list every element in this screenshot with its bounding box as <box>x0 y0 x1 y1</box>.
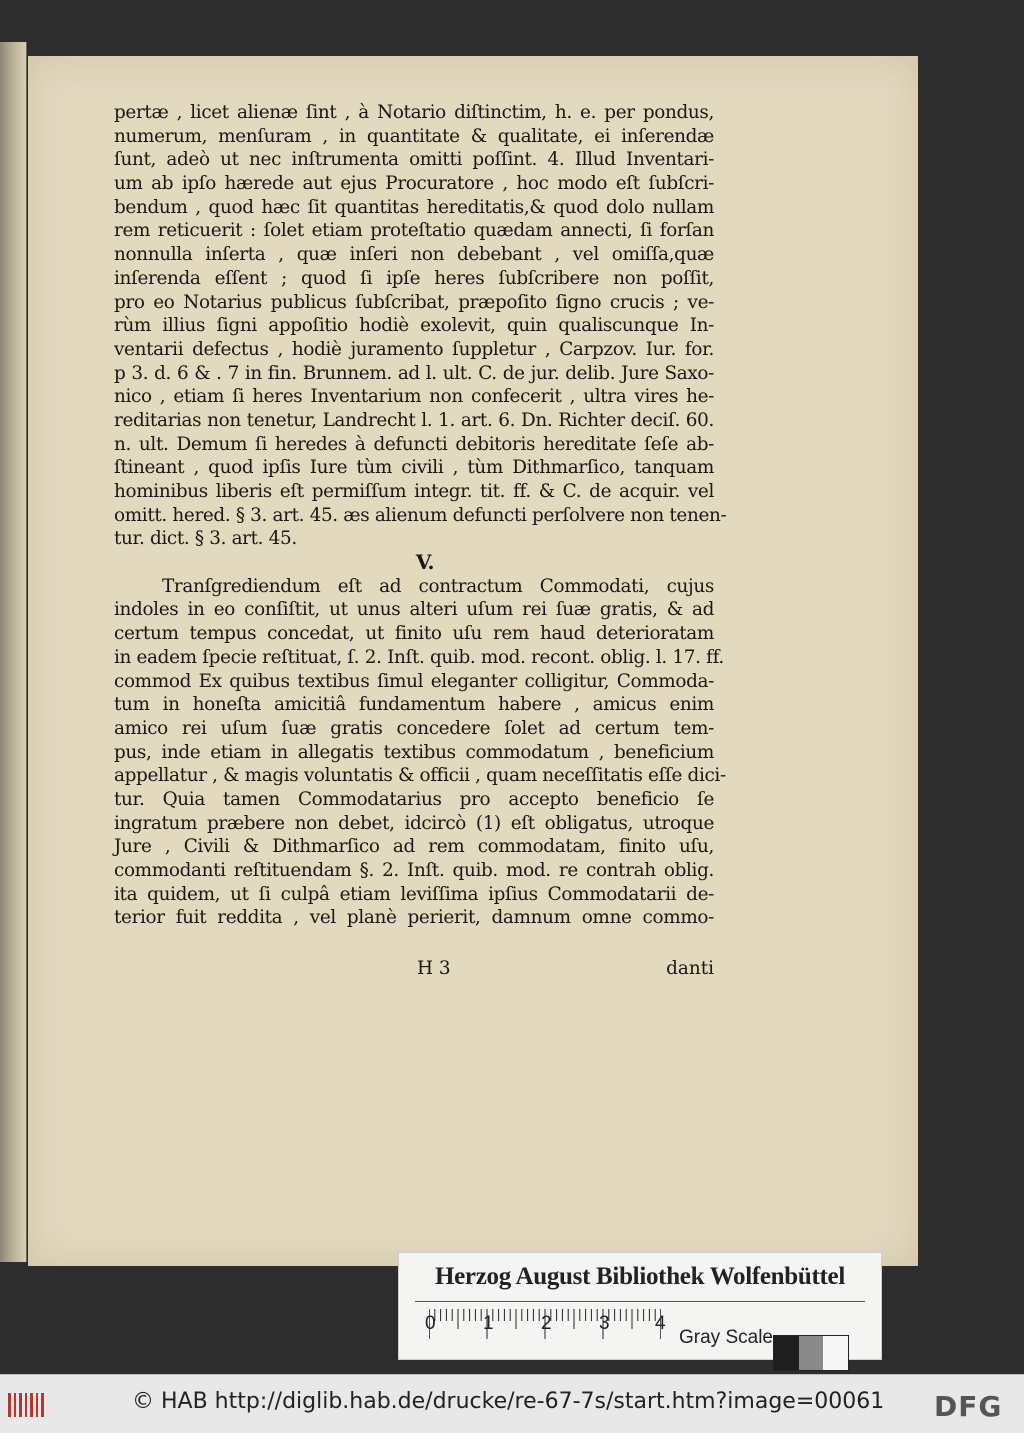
text-line: appellatur , & magis voluntatis & officii , quam neceſſitatis eſſe dici- <box>114 765 726 787</box>
text-line: omitt. hered. § 3. art. 45. æs alienum defuncti perſolvere non tenen- <box>114 504 727 526</box>
bottom-info-bar <box>0 1374 1024 1433</box>
text-line: in eadem ſpecie reſtituat, ſ. 2. Inſt. quib. mod. recont. oblig. l. 17. ff. <box>114 646 724 668</box>
text-line: n. ult. Demum ſi heredes à defuncti debitoris hereditate ſeſe ab- <box>114 433 714 455</box>
text-line: rem reticuerit : ſolet etiam proteſtatio quædam annecti, ſi forſan <box>114 220 714 242</box>
swatch-black <box>774 1336 799 1370</box>
text-line: commod Ex quibus textibus ſimul eleganter colligitur, Commoda- <box>114 670 714 692</box>
text-line: hominibus liberis eſt permiſſum integr. tit. ff. & C. de acquir. vel <box>114 481 714 502</box>
swatch-gray <box>799 1336 824 1370</box>
text-line: indoles in eo conſiſtit, ut unus alteri uſum rei ſuæ gratis, & ad <box>114 599 714 621</box>
text-line: pertæ , licet alienæ ſint , à Notario diſtinctim, h. e. per pondus, <box>114 102 714 123</box>
card-divider <box>415 1301 865 1302</box>
ruler-label-1: 1 <box>483 1313 494 1334</box>
text-line: commodanti reſtituendam §. 2. Inſt. quib. mod. re contrah oblig. <box>114 860 714 881</box>
ruler-label-2: 2 <box>541 1313 552 1334</box>
text-line: Tranſgrediendum eſt ad contractum Commodati, cujus <box>162 575 714 597</box>
text-line: terior fuit reddita , vel planè perierit, damnum omne commo- <box>114 907 714 929</box>
calibration-card <box>398 1252 882 1360</box>
text-line: ingratum præbere non debet, idcircò (1) eſt obligatus, utroque <box>114 812 714 834</box>
page-footer-line <box>114 958 714 982</box>
page-text <box>114 101 727 930</box>
copyright-link[interactable]: © HAB http://diglib.hab.de/drucke/re-67-7s/start.htm?image=00061 <box>132 1389 885 1414</box>
library-name: Herzog August Bibliothek Wolfenbüttel <box>434 1263 845 1290</box>
dfg-logo: DFG <box>934 1390 1003 1423</box>
text-line: tur. Quia tamen Commodatarius pro accepto beneficio ſe <box>114 788 714 810</box>
text-line: nico , etiam ſi heres Inventarium non confecerit , ultra vires he- <box>114 386 714 408</box>
text-line: rùm illius ſigni appoſitio hodiè exolevit, quin qualiscunque In- <box>114 315 714 337</box>
catchword: danti <box>666 958 714 979</box>
text-line: pus, inde etiam in allegatis textibus commodatum , beneficium <box>114 741 714 763</box>
grayscale-swatches <box>773 1335 849 1371</box>
text-line: certum tempus concedat, ut finito uſu rem haud deterioratam <box>114 623 714 645</box>
text-line: nonnulla inſerta , quæ inſeri non debebant , vel omiſſa,quæ <box>114 244 714 266</box>
ruler-label-3: 3 <box>599 1313 610 1334</box>
signature-mark: H 3 <box>417 958 451 979</box>
grayscale-label: Gray Scale <box>679 1327 773 1348</box>
text-line: ſtineant , quod ipſis Iure tùm civili , tùm Dithmarſico, tanquam <box>114 457 714 479</box>
text-line: inſerenda eſſent ; quod ſi ipſe heres ſubſcribere non poſſit, <box>114 267 714 289</box>
text-line: Jure , Civili & Dithmarſico ad rem commodatam, finito uſu, <box>114 836 714 858</box>
section-heading: V. <box>415 550 435 575</box>
text-line: pro eo Notarius publicus ſubſcribat, præpoſito ſigno crucis ; ve- <box>114 291 714 313</box>
text-line: reditarias non tenetur, Landrecht l. 1. art. 6. Dn. Richter deciſ. 60. <box>114 409 714 431</box>
previous-page-edge <box>0 42 27 1262</box>
text-line: tum in honeſta amicitiâ fundamentum habere , amicus enim <box>114 694 714 716</box>
text-line: numerum, menſuram , in quantitate & qualitate, ei inſerendæ <box>114 125 714 147</box>
text-line: um ab ipſo hærede aut ejus Procuratore , hoc modo eſt ſubſcri- <box>114 173 714 195</box>
text-line: ita quidem, ut ſi culpâ etiam leviſſima ipſius Commodatarii de- <box>114 883 714 905</box>
barcode-icon <box>8 1393 44 1417</box>
ruler-label-4: 4 <box>655 1313 666 1334</box>
text-line: ventarii defectus , hodiè juramento ſuppletur , Carpzov. Iur. for. <box>114 338 714 360</box>
text-line: amico rei uſum ſuæ gratis concedere ſolet ad certum tem- <box>114 717 714 739</box>
text-line: bendum , quod hæc ſit quantitas hereditatis,& quod dolo nullam <box>114 196 714 218</box>
text-line: p 3. d. 6 & . 7 in fin. Brunnem. ad l. ult. C. de jur. delib. Jure Saxo- <box>114 362 714 384</box>
swatch-white <box>823 1336 848 1370</box>
text-line: tur. dict. § 3. art. 45. <box>114 528 297 550</box>
text-line: ſunt, adeò ut nec inſtrumenta omitti poſſint. 4. Illud Inventari- <box>114 149 714 171</box>
ruler-label-0: 0 <box>425 1313 436 1334</box>
